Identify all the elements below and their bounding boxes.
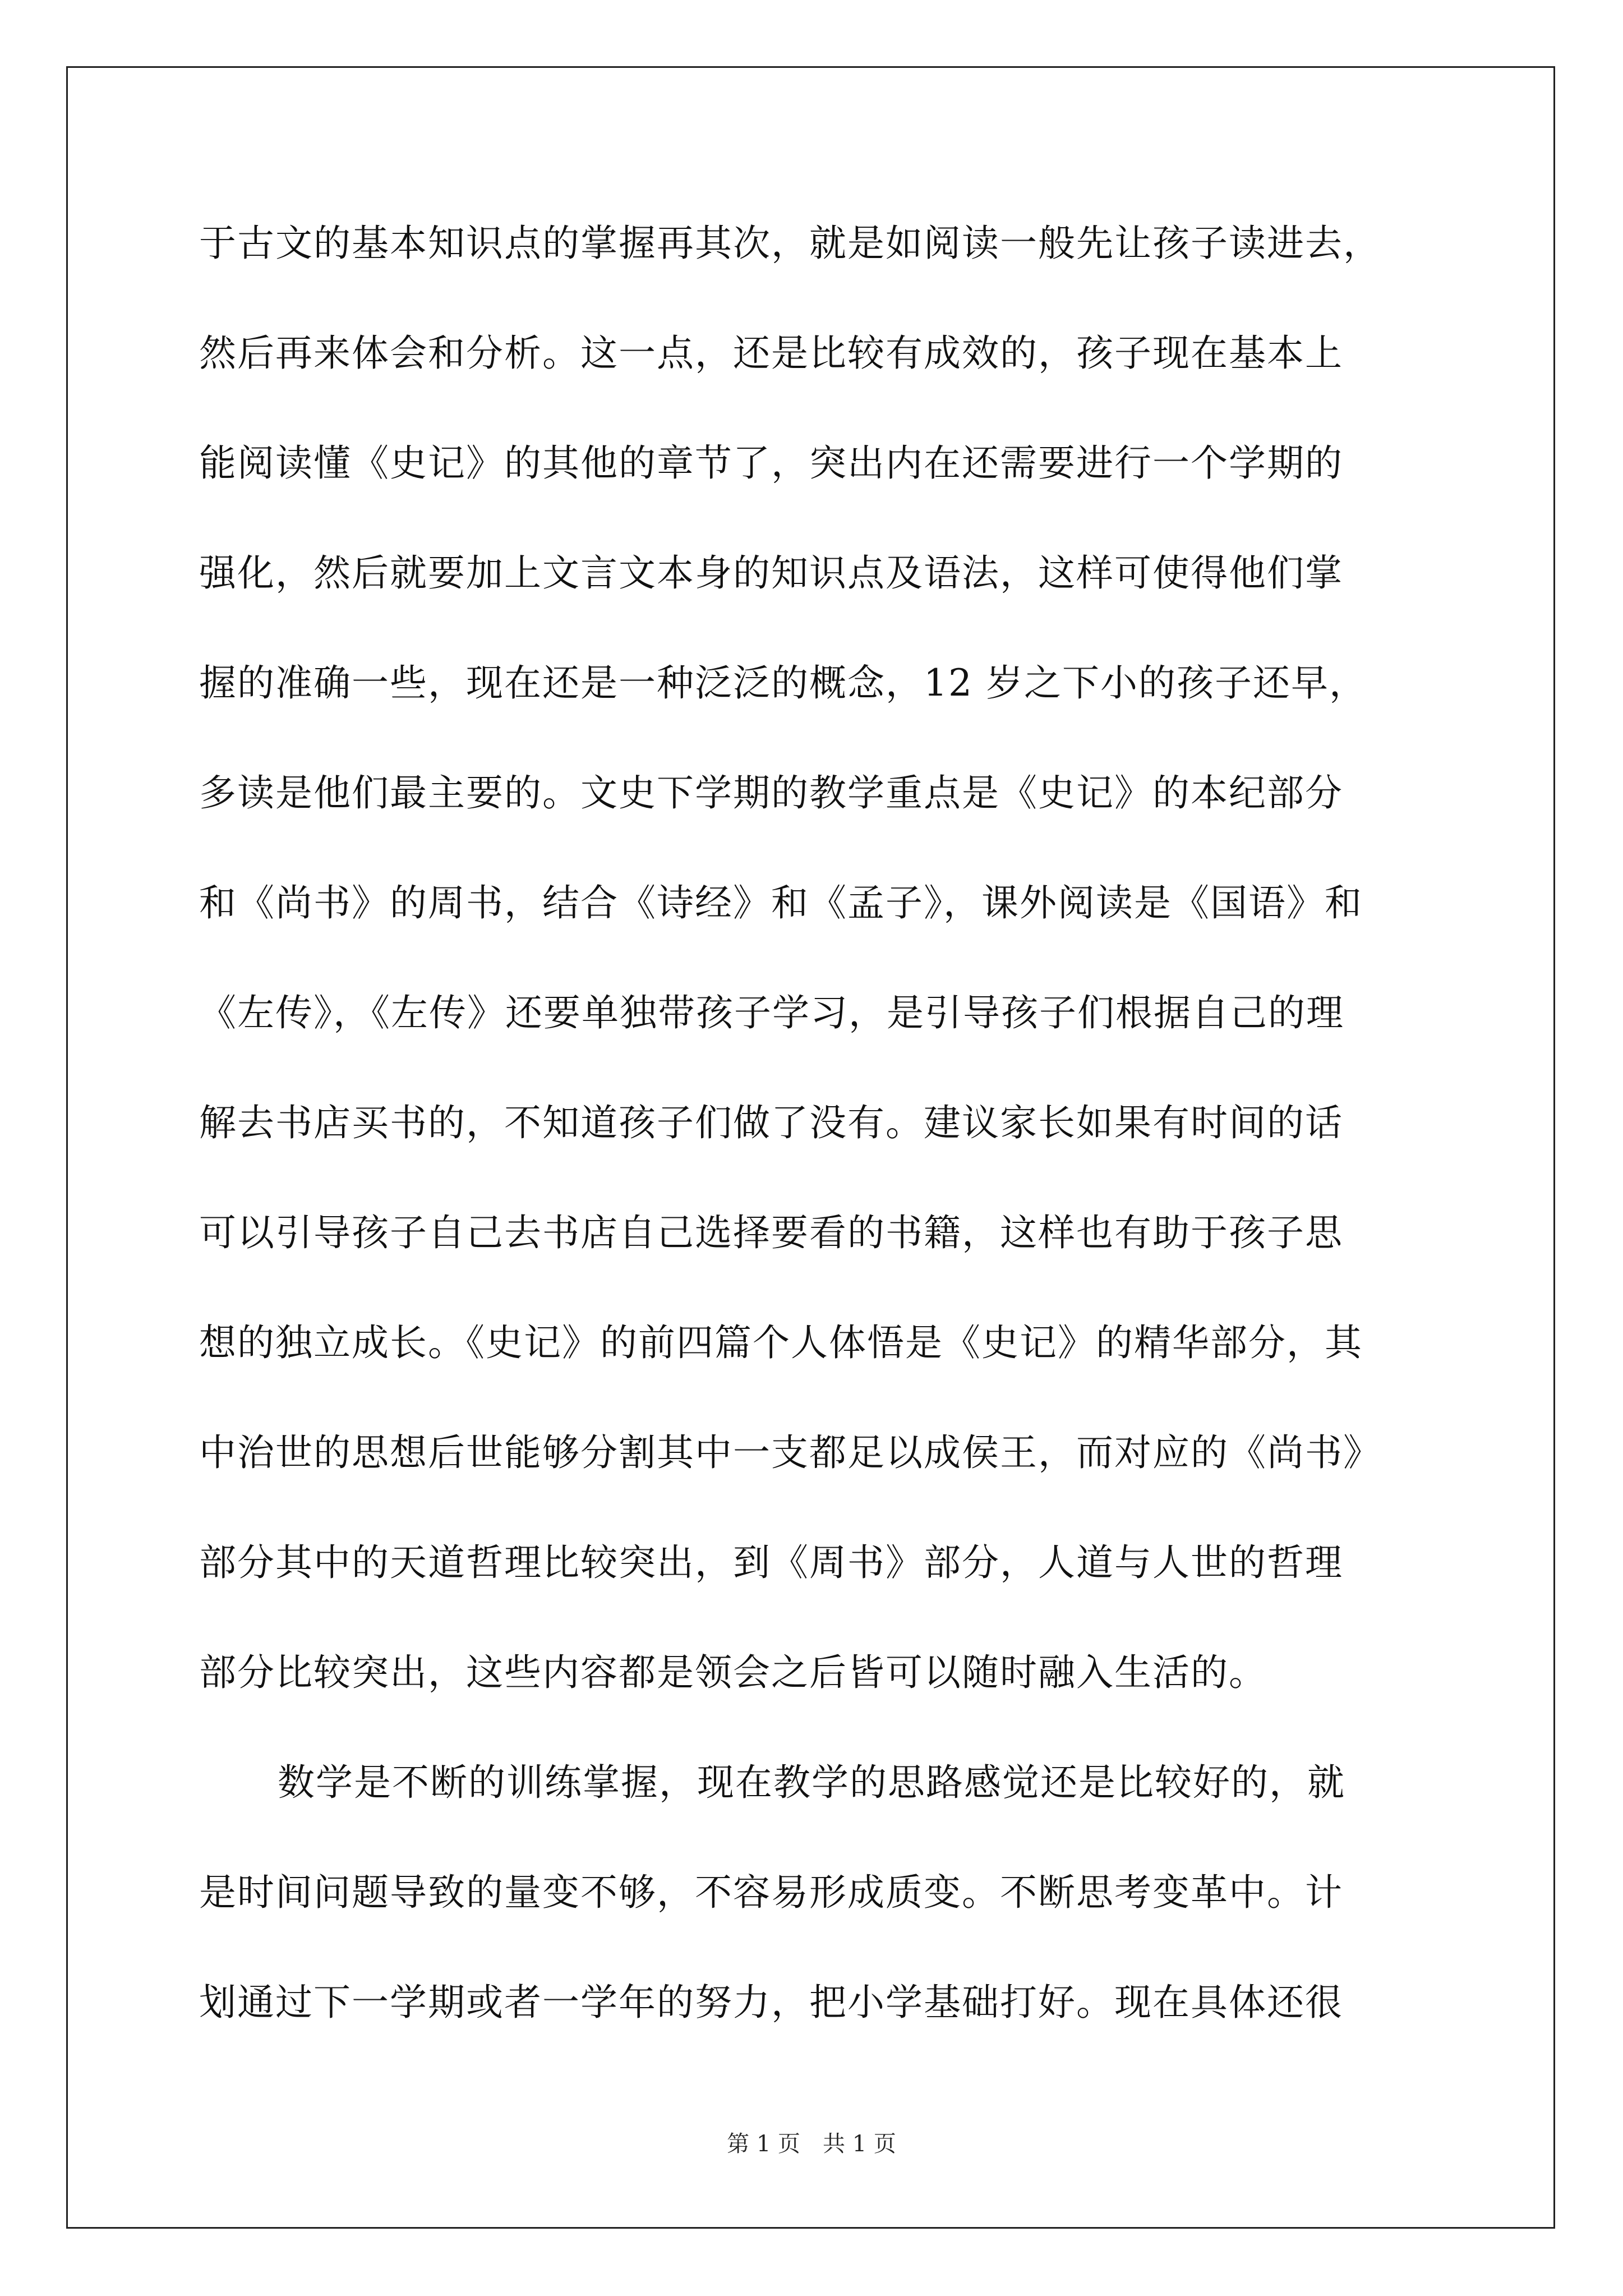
- text-line: 划通过下一学期或者一学年的努力，把小学基础打好。现在具体还很: [199, 1981, 1343, 2024]
- page-number: 第 1 页 共 1 页: [727, 2131, 896, 2157]
- text-line: 部分比较突出，这些内容都是领会之后皆可以随时融入生活的。: [199, 1651, 1267, 1694]
- text-line: 部分其中的天道哲理比较突出，到《周书》部分，人道与人世的哲理: [199, 1541, 1343, 1584]
- text-line: 《左传》，《左传》还要单独带孩子学习，是引导孩子们根据自己的理: [199, 991, 1344, 1034]
- paragraph-start-line: 数学是不断的训练掌握，现在教学的思路感觉还是比较好的，就: [278, 1761, 1345, 1804]
- text-line: 于古文的基本知识点的掌握再其次，就是如阅读一般先让孩子读进去，: [199, 222, 1381, 265]
- text-line: 强化，然后就要加上文言文本身的知识点及语法，这样可使得他们掌: [199, 551, 1343, 595]
- text-line: 和《尚书》的周书，结合《诗经》和《孟子》，课外阅读是《国语》和: [199, 881, 1363, 924]
- text-line: 然后再来体会和分析。这一点，还是比较有成效的，孩子现在基本上: [199, 332, 1343, 375]
- text-line: 是时间问题导致的量变不够，不容易形成质变。不断思考变革中。计: [199, 1871, 1343, 1914]
- text-line: 解去书店买书的，不知道孩子们做了没有。建议家长如果有时间的话: [199, 1101, 1343, 1144]
- document-body: [199, 188, 1433, 2058]
- text-line: 握的准确一些，现在还是一种泛泛的概念，12 岁之下小的孩子还早，: [199, 661, 1367, 705]
- text-line: 中治世的思想后世能够分割其中一支都足以成侯王，而对应的《尚书》: [199, 1431, 1381, 1474]
- text-line: 能阅读懂《史记》的其他的章节了，突出内在还需要进行一个学期的: [199, 441, 1343, 485]
- text-line: 可以引导孩子自己去书店自己选择要看的书籍，这样也有助于孩子思: [199, 1211, 1343, 1254]
- text-line: 想的独立成长。《史记》的前四篇个人体悟是《史记》的精华部分，其: [199, 1321, 1363, 1364]
- text-line: 多读是他们最主要的。文史下学期的教学重点是《史记》的本纪部分: [199, 771, 1343, 815]
